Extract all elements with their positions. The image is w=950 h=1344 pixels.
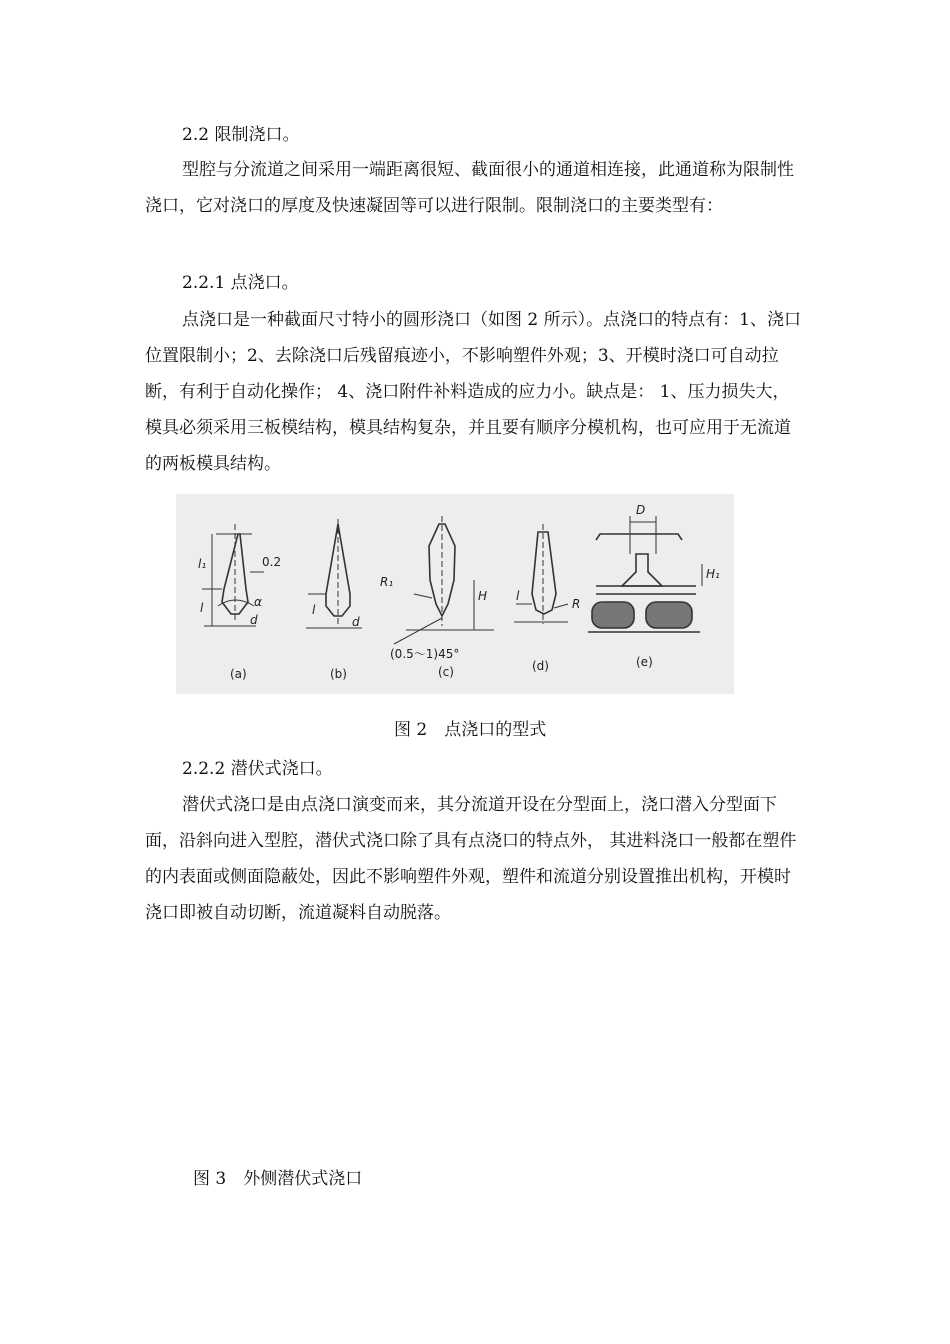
section-heading-2-2-2: 2.2.2 潜伏式浇口。 xyxy=(182,759,333,779)
label-d: d xyxy=(250,613,258,627)
label-R1: R₁ xyxy=(380,575,394,589)
sub-diagram-a xyxy=(198,524,281,627)
sublabel-d: (d) xyxy=(532,659,549,673)
paragraph-pin-point-gate: 点浇口是一种截面尺寸特小的圆形浇口（如图 2 所示）。点浇口的特点有：1、浇口位置限制小；2、去除浇口后残留痕迹小，不影响塑件外观；3、开模时浇口可自动拉断，有利于自动化操作； 4、浇口附件补料造成的应力小。缺点是： 1、压力损失大，模具必须采用三板模结构，模具结构复杂，并且要有顺序分模机构，也可应用于无流道的两板模具结构。 xyxy=(145,310,801,474)
label-R: R xyxy=(572,597,581,611)
label-d-b: d xyxy=(352,615,360,629)
paragraph-restricted-gate: 型腔与分流道之间采用一端距离很短、截面很小的通道相连接，此通道称为限制性浇口，它对浇口的厚度及快速凝固等可以进行限制。限制浇口的主要类型有： xyxy=(145,160,794,216)
label-D: D xyxy=(636,503,646,517)
figure-3-caption: 图 3 外侧潜伏式浇口 xyxy=(193,1169,363,1189)
gate-diagram-svg xyxy=(176,494,734,694)
label-0-2: 0.2 xyxy=(262,555,282,569)
section-heading-2-2-1: 2.2.1 点浇口。 xyxy=(182,273,299,293)
label-l-b: l xyxy=(312,603,316,617)
label-H1: H₁ xyxy=(706,567,720,581)
label-l: l xyxy=(200,601,204,615)
sublabel-e: (e) xyxy=(636,655,653,669)
sub-diagram-e xyxy=(588,503,720,632)
section-heading-2-2: 2.2 限制浇口。 xyxy=(182,125,300,145)
sublabel-c: (c) xyxy=(438,665,454,679)
label-H: H xyxy=(478,589,488,603)
label-alpha: α xyxy=(254,595,262,609)
sub-diagram-d xyxy=(514,524,580,624)
label-angle: (0.5～1)45° xyxy=(390,647,460,661)
sub-diagram-c xyxy=(380,516,494,661)
sublabel-a: (a) xyxy=(230,667,247,681)
sublabel-b: (b) xyxy=(330,667,347,681)
sub-diagram-b xyxy=(306,519,362,629)
paragraph-submarine-gate: 潜伏式浇口是由点浇口演变而来，其分流道开设在分型面上，浇口潜入分型面下面，沿斜向进入型腔，潜伏式浇口除了具有点浇口的特点外， 其进料浇口一般都在塑件的内表面或侧面隐蔽处，因此不影响塑件外观，塑件和流道分别设置推出机构，开模时浇口即被自动切断，流道凝料自动脱落。 xyxy=(145,795,797,923)
label-l1: l₁ xyxy=(198,557,207,571)
label-l-d: l xyxy=(516,589,520,603)
figure-2-caption: 图 2 点浇口的型式 xyxy=(394,720,547,740)
figure-2-pin-point-gate-diagram xyxy=(176,494,734,694)
